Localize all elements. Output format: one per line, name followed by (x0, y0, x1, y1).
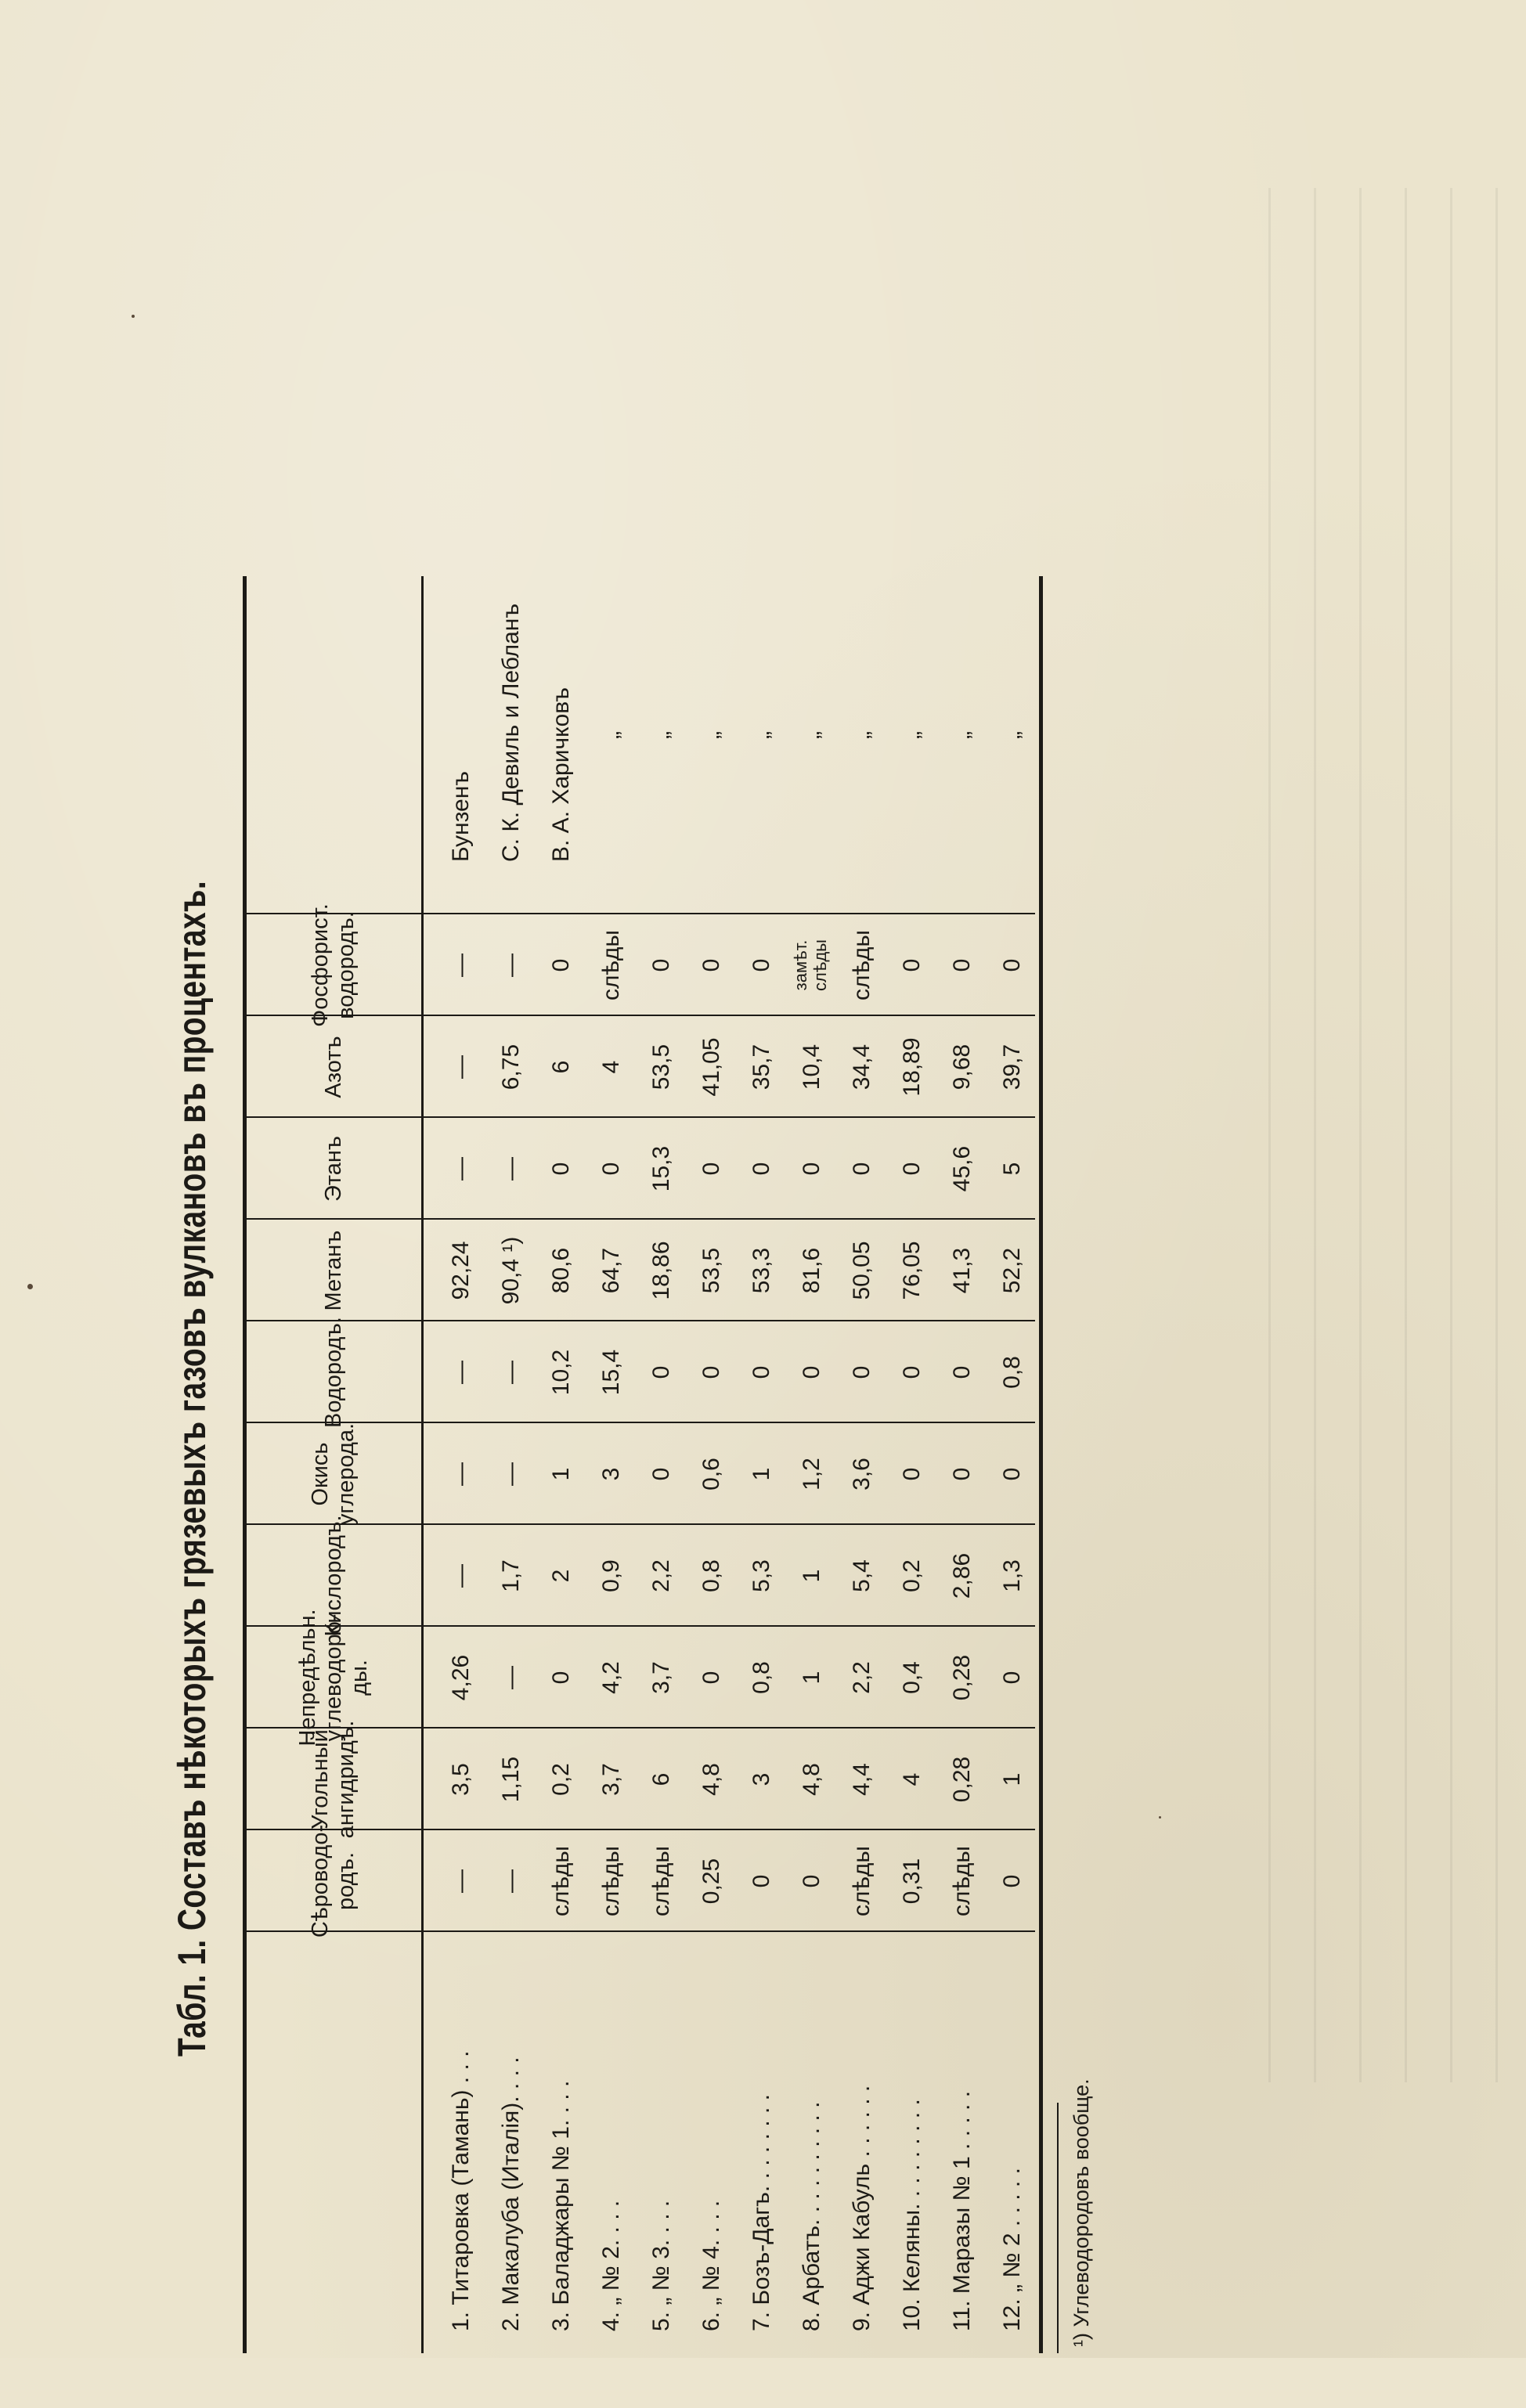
column-header: Водородъ. (320, 1317, 346, 1428)
table-cell: 41,05 (698, 1037, 724, 1097)
table-cell: 4,2 (598, 1661, 624, 1694)
table-cell: 0 (749, 1162, 774, 1176)
source-cell: „ (799, 731, 824, 739)
row-label: 1. Титаровка (Тамань) . . . (448, 2050, 474, 2331)
column-header: Непредѣльн. углеводоро- ды. (294, 1609, 372, 1747)
table-cell: 81,6 (799, 1247, 824, 1294)
speck (27, 1284, 33, 1289)
table-cell: 0 (949, 1365, 975, 1379)
table-cell: 2,2 (849, 1661, 875, 1694)
table-cell: 6 (648, 1772, 674, 1786)
table-title: Табл. 1. Составъ нѣкоторыхъ грязевыхъ газовъ вулкановъ въ процентахъ. (170, 880, 214, 2057)
table-cell: 92,24 (448, 1241, 474, 1300)
row-label: 8. Арбатъ. . . . . . . . . . (799, 2101, 824, 2331)
table-cell: слѣды (548, 1846, 574, 1916)
table-cell: 1,15 (498, 1756, 524, 1803)
table-cell: слѣды (849, 930, 875, 1000)
table-cell: 0,4 (899, 1661, 925, 1694)
table-cell: 53,5 (648, 1044, 674, 1090)
table-cell: 0 (598, 1162, 624, 1176)
column-header: Фосфорист. водородъ. (308, 903, 359, 1027)
table-cell: 90,4 ¹) (498, 1236, 524, 1305)
table-cell: 76,05 (899, 1241, 925, 1300)
table-cell: 4,8 (698, 1763, 724, 1796)
table-cell: 53,5 (698, 1247, 724, 1294)
table-cell: 18,86 (648, 1241, 674, 1300)
table-cell: 0,8 (749, 1661, 774, 1694)
table-cell: 1 (548, 1467, 574, 1481)
table-cell: 5,3 (749, 1559, 774, 1592)
table-cell: 1,3 (999, 1559, 1025, 1592)
table-cell: 0,8 (698, 1559, 724, 1592)
table-cell: слѣды (849, 1846, 875, 1916)
source-cell: „ (698, 731, 724, 739)
table-cell: 18,89 (899, 1037, 925, 1097)
table-cell: — (498, 1157, 524, 1181)
source-cell: „ (749, 731, 774, 739)
table-cell: 0 (849, 1162, 875, 1176)
column-header: Метанъ (320, 1230, 346, 1311)
table-cell: 15,4 (598, 1349, 624, 1396)
table-cell: 0 (949, 958, 975, 972)
table-cell: 0,2 (899, 1559, 925, 1592)
column-header: Азотъ (320, 1036, 346, 1098)
table-cell: 0 (698, 1365, 724, 1379)
source-cell: „ (949, 731, 975, 739)
table-cell: 0 (648, 958, 674, 972)
row-label: 2. Макалуба (Италія). . . . (498, 2057, 524, 2331)
table-cell: 0 (548, 1162, 574, 1176)
table-cell: 0 (648, 1467, 674, 1481)
table-cell: 35,7 (749, 1044, 774, 1090)
footnote: ¹) Углеводородовъ вообще. (1070, 2078, 1093, 2347)
row-label: 5. „ № 3. . . . (648, 2200, 674, 2331)
table-cell: 1,7 (498, 1559, 524, 1592)
table-cell: 3,7 (648, 1661, 674, 1694)
table-cell: — (448, 953, 474, 977)
table-cell: 0 (648, 1365, 674, 1379)
source-cell: „ (899, 731, 925, 739)
row-label: 12. „ № 2 . . . . . (999, 2168, 1025, 2331)
header-rule (421, 576, 424, 2353)
table-cell: 15,3 (648, 1145, 674, 1192)
table-cell: 4 (598, 1060, 624, 1074)
table-cell: — (498, 1462, 524, 1486)
table-cell: 1 (799, 1569, 824, 1583)
source-cell: „ (999, 731, 1025, 739)
column-header: Сѣроводо- родъ. (308, 1824, 359, 1938)
table-cell: — (498, 1666, 524, 1689)
table-cell: 2 (548, 1569, 574, 1583)
table-cell: 1,2 (799, 1458, 824, 1491)
source-cell: „ (849, 731, 875, 739)
source-cell: В. А. Харичковъ (548, 687, 574, 862)
table-cell: 4,8 (799, 1763, 824, 1796)
table-cell: 52,2 (999, 1247, 1025, 1294)
table-cell: 0 (749, 1874, 774, 1888)
table-cell: — (498, 953, 524, 977)
table-cell: 1 (799, 1671, 824, 1685)
table-cell: 0,28 (949, 1756, 975, 1803)
bleed-through-text (1268, 188, 1503, 2082)
table-cell: 80,6 (548, 1247, 574, 1294)
table-cell: 0 (899, 1365, 925, 1379)
table-cell: 0 (899, 1162, 925, 1176)
table-cell: 0 (749, 1365, 774, 1379)
table-cell: — (448, 1564, 474, 1588)
row-label: 10. Келяны. . . . . . . . . (899, 2099, 925, 2331)
speck (132, 315, 135, 318)
table-cell: 0 (999, 1467, 1025, 1481)
table-cell: 1 (749, 1467, 774, 1481)
table-cell: 41,3 (949, 1247, 975, 1294)
table-cell: — (448, 1157, 474, 1181)
table-cell: 9,68 (949, 1044, 975, 1090)
table-cell: 0 (799, 1365, 824, 1379)
table-cell: 0 (698, 958, 724, 972)
table-cell: 39,7 (999, 1044, 1025, 1090)
table-cell: 6 (548, 1060, 574, 1074)
column-header: Этанъ (320, 1135, 346, 1202)
table-cell: 4 (899, 1772, 925, 1786)
table-cell: 10,4 (799, 1044, 824, 1090)
table-cell: 0 (799, 1162, 824, 1176)
table-cell: 0,9 (598, 1559, 624, 1592)
row-label: 4. „ № 2. . . . (598, 2200, 624, 2331)
source-cell: Бунзенъ (448, 770, 474, 862)
table-cell: 0 (799, 1874, 824, 1888)
table-cell: — (498, 1361, 524, 1384)
source-cell: „ (648, 731, 674, 739)
table-cell: 0 (698, 1671, 724, 1685)
table-cell: слѣды (598, 930, 624, 1000)
table-cell: 3,7 (598, 1763, 624, 1796)
source-cell: С. К. Девиль и Лебланъ (498, 603, 524, 862)
table-cell: 0 (548, 958, 574, 972)
row-label: 3. Баладжары № 1. . . . (548, 2080, 574, 2331)
table-cell: 0 (749, 958, 774, 972)
table-cell: 5 (999, 1162, 1025, 1176)
table-cell: 0 (999, 1671, 1025, 1685)
table-cell: 0 (698, 1162, 724, 1176)
table-cell: 0 (849, 1365, 875, 1379)
table-cell: 0,8 (999, 1356, 1025, 1389)
table-cell: 0 (949, 1467, 975, 1481)
table-cell: слѣды (949, 1846, 975, 1916)
column-header: Кислородъ. (320, 1515, 346, 1637)
table-cell: 53,3 (749, 1247, 774, 1294)
table-cell: 2,86 (949, 1552, 975, 1599)
table-cell: 0,31 (899, 1858, 925, 1905)
row-label: 6. „ № 4. . . . (698, 2200, 724, 2331)
table-cell: 3,5 (448, 1763, 474, 1796)
table-cell: 2,2 (648, 1559, 674, 1592)
table-cell: — (448, 1361, 474, 1384)
table-cell: 34,4 (849, 1044, 875, 1090)
table-cell: 3 (749, 1772, 774, 1786)
table-cell: 6,75 (498, 1044, 524, 1090)
table-cell: 64,7 (598, 1247, 624, 1294)
table-cell: 0 (999, 1874, 1025, 1888)
table-cell: — (498, 1869, 524, 1893)
table-cell: 0,25 (698, 1858, 724, 1905)
table-cell: 0 (899, 1467, 925, 1481)
table-cell: 4,4 (849, 1763, 875, 1796)
table-cell: 0,28 (949, 1654, 975, 1701)
table-cell: 45,6 (949, 1145, 975, 1192)
column-rule (244, 913, 1035, 914)
table-cell: 0 (899, 958, 925, 972)
table-cell: — (448, 1869, 474, 1893)
table-cell: 4,26 (448, 1654, 474, 1701)
table-cell: 3 (598, 1467, 624, 1481)
row-label: 7. Бозъ-Дагъ. . . . . . . . (749, 2094, 774, 2331)
column-header: Угольный ангидридъ. (308, 1720, 359, 1839)
column-header: Окись углерода. (308, 1422, 359, 1526)
row-label: 11. Маразы № 1 . . . . . (949, 2090, 975, 2331)
table-cell: 5,4 (849, 1559, 875, 1592)
table-cell: 1 (999, 1772, 1025, 1786)
table-cell: 50,05 (849, 1241, 875, 1300)
table-cell: слѣды (648, 1846, 674, 1916)
table-cell: 10,2 (548, 1349, 574, 1396)
table-cell: 0 (999, 958, 1025, 972)
table-cell: 0 (548, 1671, 574, 1685)
table-cell: замѣт. слѣды (791, 939, 830, 991)
rotated-table-block (157, 529, 1206, 2408)
table-cell: слѣды (598, 1846, 624, 1916)
table-cell: — (448, 1462, 474, 1486)
row-label: 9. Аджи Кабуль . . . . . . (849, 2085, 875, 2331)
table-cell: 0,2 (548, 1763, 574, 1796)
table-cell: 3,6 (849, 1458, 875, 1491)
table-cell: — (448, 1055, 474, 1079)
table-cell: 0,6 (698, 1458, 724, 1491)
source-cell: „ (598, 731, 624, 739)
footnote-rule (1057, 2103, 1059, 2353)
